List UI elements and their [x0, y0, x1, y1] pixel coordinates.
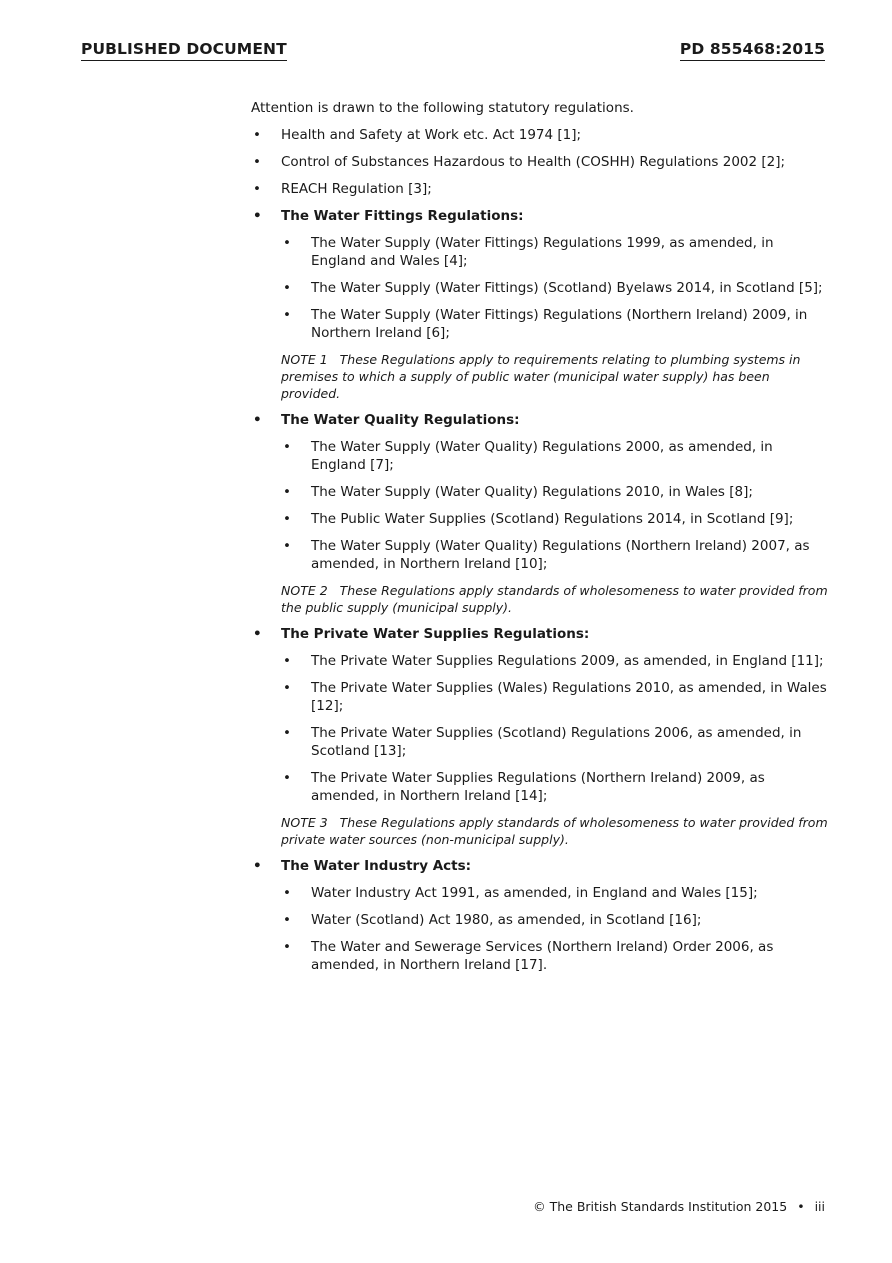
sub-list-item-text: The Water Supply (Water Fittings) Regulations 1999, as amended, in England and Wales [4]; — [311, 235, 774, 269]
sub-list-item — [251, 911, 831, 929]
group-heading-water-fittings — [251, 207, 831, 225]
note-2 — [251, 582, 831, 616]
sub-list-item-text: The Water Supply (Water Fittings) (Scotland) Byelaws 2014, in Scotland [5]; — [311, 280, 823, 296]
sub-list-item — [251, 279, 831, 297]
bullet-icon: • — [283, 280, 291, 296]
sub-list-item-text: The Water Supply (Water Fittings) Regulations (Northern Ireland) 2009, in Northern Ireland [6]; — [311, 307, 808, 341]
group-heading-water-quality — [251, 411, 831, 429]
footer-separator-icon: • — [797, 1199, 805, 1214]
list-item — [251, 180, 831, 198]
intro-paragraph: Attention is drawn to the following statutory regulations. — [251, 100, 634, 116]
sub-list-item — [251, 938, 831, 974]
list-item — [251, 126, 831, 144]
sub-list-item — [251, 884, 831, 902]
list-item-text: REACH Regulation [3]; — [281, 181, 432, 197]
note-1 — [251, 351, 831, 402]
sub-list-item-text: Water (Scotland) Act 1980, as amended, in Scotland [16]; — [311, 912, 702, 928]
group-heading-text: The Private Water Supplies Regulations: — [281, 626, 590, 642]
sub-list-item — [251, 483, 831, 501]
sub-list-item — [251, 510, 831, 528]
group-heading-water-industry-acts — [251, 857, 831, 875]
sub-list-item — [251, 679, 831, 715]
group-heading-text: The Water Quality Regulations: — [281, 412, 520, 428]
bullet-icon: • — [283, 653, 291, 669]
note-text: These Regulations apply to requirements relating to plumbing systems in premises to which a supply of public water (municipal water supply) has been provided. — [281, 352, 801, 401]
group-heading-text: The Water Industry Acts: — [281, 858, 472, 874]
page-footer — [533, 1199, 825, 1214]
list-item — [251, 153, 831, 171]
sub-list-item — [251, 234, 831, 270]
sub-list-item-text: Water Industry Act 1991, as amended, in England and Wales [15]; — [311, 885, 758, 901]
sub-list-item — [251, 438, 831, 474]
bullet-icon: • — [283, 511, 291, 527]
bullet-icon: • — [253, 626, 262, 642]
sub-list-item-text: The Water Supply (Water Quality) Regulations 2010, in Wales [8]; — [311, 484, 753, 500]
note-label: NOTE 2 — [281, 583, 328, 598]
page-number: iii — [814, 1199, 825, 1214]
sub-list-item — [251, 537, 831, 573]
note-text: These Regulations apply standards of wholesomeness to water provided from the public supply (municipal supply). — [281, 583, 828, 615]
sub-list-item-text: The Water Supply (Water Quality) Regulations 2000, as amended, in England [7]; — [311, 439, 773, 473]
copyright-text: © The British Standards Institution 2015 — [533, 1199, 788, 1214]
sub-list-item — [251, 724, 831, 760]
sub-list-item-text: The Private Water Supplies Regulations (Northern Ireland) 2009, as amended, in Northern Ireland [14]; — [311, 770, 765, 804]
bullet-icon: • — [253, 858, 262, 874]
sub-list-item-text: The Public Water Supplies (Scotland) Regulations 2014, in Scotland [9]; — [311, 511, 794, 527]
list-item-text: Control of Substances Hazardous to Health (COSHH) Regulations 2002 [2]; — [281, 154, 786, 170]
bullet-icon: • — [283, 680, 291, 696]
sub-list-item-text: The Private Water Supplies (Wales) Regulations 2010, as amended, in Wales [12]; — [311, 680, 827, 714]
bullet-icon: • — [283, 307, 291, 323]
group-heading-text: The Water Fittings Regulations: — [281, 208, 524, 224]
bullet-icon: • — [283, 235, 291, 251]
sub-list-item — [251, 306, 831, 342]
bullet-icon: • — [283, 725, 291, 741]
sub-list-item — [251, 769, 831, 805]
note-label: NOTE 1 — [281, 352, 328, 367]
bullet-icon: • — [283, 439, 291, 455]
bullet-icon: • — [283, 770, 291, 786]
note-label: NOTE 3 — [281, 815, 328, 830]
bullet-icon: • — [253, 208, 262, 224]
sub-list-item-text: The Private Water Supplies (Scotland) Regulations 2006, as amended, in Scotland [13]; — [311, 725, 802, 759]
list-item-text: Health and Safety at Work etc. Act 1974 [1]; — [281, 127, 582, 143]
note-3 — [251, 814, 831, 848]
header-title: PUBLISHED DOCUMENT — [81, 40, 287, 61]
bullet-icon: • — [283, 885, 291, 901]
bullet-icon: • — [253, 412, 262, 428]
bullet-icon: • — [253, 127, 261, 143]
bullet-icon: • — [283, 538, 291, 554]
bullet-icon: • — [283, 912, 291, 928]
sub-list-item-text: The Water and Sewerage Services (Northern Ireland) Order 2006, as amended, in Northern Ireland [17]. — [311, 939, 774, 973]
bullet-icon: • — [283, 939, 291, 955]
group-heading-private-water-supplies — [251, 625, 831, 643]
sub-list-item-text: The Private Water Supplies Regulations 2009, as amended, in England [11]; — [311, 653, 824, 669]
note-text: These Regulations apply standards of wholesomeness to water provided from private water sources (non-municipal supply). — [281, 815, 828, 847]
bullet-icon: • — [253, 154, 261, 170]
document-body — [251, 99, 831, 983]
document-number: PD 855468:2015 — [680, 40, 825, 61]
sub-list-item — [251, 652, 831, 670]
bullet-icon: • — [283, 484, 291, 500]
bullet-icon: • — [253, 181, 261, 197]
sub-list-item-text: The Water Supply (Water Quality) Regulations (Northern Ireland) 2007, as amended, in Northern Ireland [10]; — [311, 538, 810, 572]
